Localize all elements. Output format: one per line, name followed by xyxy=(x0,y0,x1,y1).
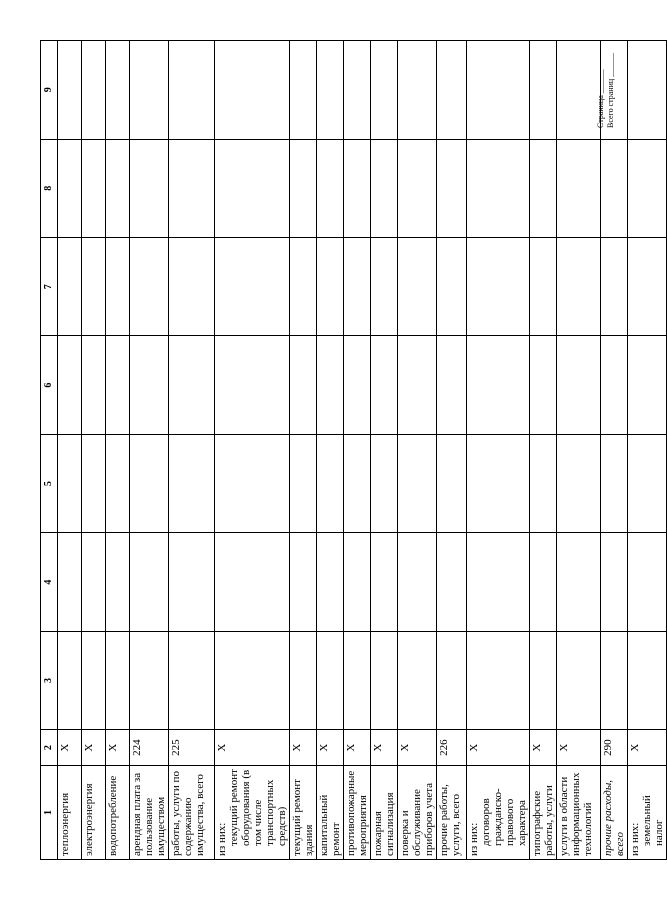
empty-value-cell[interactable] xyxy=(290,237,317,335)
row-label-cell xyxy=(106,766,130,860)
empty-value-cell[interactable] xyxy=(106,41,130,140)
empty-value-cell[interactable] xyxy=(215,336,290,434)
empty-value-cell[interactable] xyxy=(628,41,667,140)
empty-value-cell[interactable] xyxy=(530,237,557,335)
table-row xyxy=(530,41,557,860)
empty-value-cell[interactable] xyxy=(398,631,437,729)
empty-value-cell[interactable] xyxy=(557,237,601,335)
empty-value-cell[interactable] xyxy=(82,139,106,237)
table-row xyxy=(437,41,467,860)
empty-value-cell[interactable] xyxy=(130,631,169,729)
empty-value-cell[interactable] xyxy=(628,237,667,335)
empty-value-cell[interactable] xyxy=(437,336,467,434)
row-code-cell: X xyxy=(344,730,371,766)
empty-value-cell[interactable] xyxy=(82,336,106,434)
empty-value-cell[interactable] xyxy=(467,631,530,729)
empty-value-cell[interactable] xyxy=(371,336,398,434)
row-label-cell xyxy=(530,766,557,860)
empty-value-cell[interactable] xyxy=(628,139,667,237)
empty-value-cell[interactable] xyxy=(467,237,530,335)
table-row xyxy=(398,41,437,860)
table-row xyxy=(106,41,130,860)
empty-value-cell[interactable] xyxy=(601,533,628,631)
empty-value-cell[interactable] xyxy=(601,139,628,237)
empty-value-cell[interactable] xyxy=(437,434,467,532)
empty-value-cell[interactable] xyxy=(467,533,530,631)
row-label-text: поверка и обслуживание приборов учета xyxy=(399,782,435,856)
row-label-cell xyxy=(290,766,317,860)
row-label-text: электроэнергия xyxy=(83,783,95,856)
empty-value-cell[interactable] xyxy=(58,533,82,631)
empty-value-cell[interactable] xyxy=(169,336,215,434)
empty-value-cell[interactable] xyxy=(82,434,106,532)
header-cell: 8 xyxy=(41,139,58,237)
empty-value-cell[interactable] xyxy=(290,434,317,532)
empty-value-cell[interactable] xyxy=(344,237,371,335)
row-label-text: земельный налог xyxy=(641,795,665,846)
empty-value-cell[interactable] xyxy=(169,237,215,335)
row-label-cell xyxy=(82,766,106,860)
row-label-cell xyxy=(344,766,371,860)
row-code-cell: X xyxy=(82,730,106,766)
empty-value-cell[interactable] xyxy=(398,139,437,237)
row-code-cell: X xyxy=(628,730,667,766)
empty-value-cell[interactable] xyxy=(215,434,290,532)
empty-value-cell[interactable] xyxy=(317,434,344,532)
empty-value-cell[interactable] xyxy=(530,533,557,631)
header-cell: 3 xyxy=(41,631,58,729)
table-row xyxy=(290,41,317,860)
empty-value-cell[interactable] xyxy=(106,533,130,631)
empty-value-cell[interactable] xyxy=(106,139,130,237)
row-code-cell: X xyxy=(467,730,530,766)
empty-value-cell[interactable] xyxy=(130,336,169,434)
empty-value-cell[interactable] xyxy=(344,533,371,631)
empty-value-cell[interactable] xyxy=(557,139,601,237)
empty-value-cell[interactable] xyxy=(530,631,557,729)
empty-value-cell[interactable] xyxy=(371,41,398,140)
row-label-text: типографские работы, услуги xyxy=(531,785,555,856)
empty-value-cell[interactable] xyxy=(398,237,437,335)
empty-value-cell[interactable] xyxy=(371,631,398,729)
empty-value-cell[interactable] xyxy=(130,139,169,237)
empty-value-cell[interactable] xyxy=(467,434,530,532)
empty-value-cell[interactable] xyxy=(290,533,317,631)
empty-value-cell[interactable] xyxy=(290,336,317,434)
empty-value-cell[interactable] xyxy=(530,336,557,434)
row-code-cell: X xyxy=(317,730,344,766)
header-cell: 9 xyxy=(41,41,58,140)
table-row xyxy=(601,41,628,860)
empty-value-cell[interactable] xyxy=(317,41,344,140)
row-code-cell: X xyxy=(530,730,557,766)
empty-value-cell[interactable] xyxy=(169,41,215,140)
row-label-cell xyxy=(169,766,215,860)
empty-value-cell[interactable] xyxy=(398,336,437,434)
row-code-cell: X xyxy=(58,730,82,766)
header-cell: 4 xyxy=(41,533,58,631)
empty-value-cell[interactable] xyxy=(437,631,467,729)
total-pages-label: Всего страниц ______ xyxy=(606,52,615,128)
empty-value-cell[interactable] xyxy=(557,336,601,434)
empty-value-cell[interactable] xyxy=(557,434,601,532)
row-label-text: противопожарные мероприятия xyxy=(345,770,369,856)
empty-value-cell[interactable] xyxy=(344,336,371,434)
empty-value-cell[interactable] xyxy=(215,237,290,335)
row-label-prefix: из них: xyxy=(629,822,641,856)
row-label-text: договоров гражданско-правового характера xyxy=(480,788,528,846)
empty-value-cell[interactable] xyxy=(557,41,601,140)
empty-value-cell[interactable] xyxy=(169,631,215,729)
table-row xyxy=(557,41,601,860)
page-number-label: Страница ______ xyxy=(596,69,605,128)
row-label-text: пожарная сигнализация xyxy=(372,792,396,856)
empty-value-cell[interactable] xyxy=(628,336,667,434)
empty-value-cell[interactable] xyxy=(290,631,317,729)
row-code-cell: 226 xyxy=(437,730,467,766)
empty-value-cell[interactable] xyxy=(82,533,106,631)
empty-value-cell[interactable] xyxy=(317,336,344,434)
empty-value-cell[interactable] xyxy=(344,41,371,140)
empty-value-cell[interactable] xyxy=(467,139,530,237)
empty-value-cell[interactable] xyxy=(628,631,667,729)
empty-value-cell[interactable] xyxy=(215,631,290,729)
row-label-cell xyxy=(628,766,667,860)
row-label-cell xyxy=(601,766,628,860)
empty-value-cell[interactable] xyxy=(317,631,344,729)
row-label-cell xyxy=(557,766,601,860)
empty-value-cell[interactable] xyxy=(169,139,215,237)
row-code-cell: X xyxy=(290,730,317,766)
empty-value-cell[interactable] xyxy=(437,41,467,140)
row-code-cell: 224 xyxy=(130,730,169,766)
empty-value-cell[interactable] xyxy=(344,434,371,532)
expense-table xyxy=(40,40,667,860)
empty-value-cell[interactable] xyxy=(130,41,169,140)
empty-value-cell[interactable] xyxy=(130,434,169,532)
empty-value-cell[interactable] xyxy=(601,631,628,729)
empty-value-cell[interactable] xyxy=(344,631,371,729)
row-label-cell xyxy=(467,766,530,860)
row-label-text: текущий ремонт здания xyxy=(291,779,315,856)
table-row xyxy=(169,41,215,860)
empty-value-cell[interactable] xyxy=(371,139,398,237)
empty-value-cell[interactable] xyxy=(398,434,437,532)
empty-value-cell[interactable] xyxy=(317,237,344,335)
empty-value-cell[interactable] xyxy=(58,631,82,729)
empty-value-cell[interactable] xyxy=(317,533,344,631)
empty-value-cell[interactable] xyxy=(371,237,398,335)
empty-value-cell[interactable] xyxy=(58,41,82,140)
empty-value-cell[interactable] xyxy=(215,139,290,237)
row-label-prefix: из них: xyxy=(216,822,228,856)
empty-value-cell[interactable] xyxy=(58,434,82,532)
row-code-cell: X xyxy=(398,730,437,766)
row-label-prefix: из них: xyxy=(468,822,480,856)
empty-value-cell[interactable] xyxy=(601,434,628,532)
header-cell: 7 xyxy=(41,237,58,335)
row-code-cell: X xyxy=(557,730,601,766)
row-label-text: теплоэнергия xyxy=(59,792,71,856)
empty-value-cell[interactable] xyxy=(371,533,398,631)
empty-value-cell[interactable] xyxy=(628,533,667,631)
empty-value-cell[interactable] xyxy=(106,631,130,729)
empty-value-cell[interactable] xyxy=(398,533,437,631)
header-cell: 1 xyxy=(41,766,58,860)
empty-value-cell[interactable] xyxy=(106,336,130,434)
row-code-cell: 290 xyxy=(601,730,628,766)
empty-value-cell[interactable] xyxy=(82,41,106,140)
empty-value-cell[interactable] xyxy=(601,237,628,335)
row-label-cell xyxy=(437,766,467,860)
empty-value-cell[interactable] xyxy=(58,336,82,434)
empty-value-cell[interactable] xyxy=(437,139,467,237)
empty-value-cell[interactable] xyxy=(290,41,317,140)
row-label-cell xyxy=(371,766,398,860)
empty-value-cell[interactable] xyxy=(628,434,667,532)
row-code-cell: X xyxy=(371,730,398,766)
empty-value-cell[interactable] xyxy=(530,41,557,140)
empty-value-cell[interactable] xyxy=(215,533,290,631)
row-code-cell: X xyxy=(215,730,290,766)
empty-value-cell[interactable] xyxy=(106,237,130,335)
empty-value-cell[interactable] xyxy=(467,41,530,140)
empty-value-cell[interactable] xyxy=(467,336,530,434)
row-label-text: капитальный ремонт xyxy=(318,794,342,856)
row-label-text: услуги в области информационных технологий xyxy=(558,772,594,856)
empty-value-cell[interactable] xyxy=(601,336,628,434)
table-row xyxy=(344,41,371,860)
empty-value-cell[interactable] xyxy=(215,41,290,140)
empty-value-cell[interactable] xyxy=(130,237,169,335)
empty-value-cell[interactable] xyxy=(58,237,82,335)
row-code-cell: X xyxy=(106,730,130,766)
table-body xyxy=(41,41,667,860)
table-row xyxy=(628,41,667,860)
empty-value-cell[interactable] xyxy=(557,533,601,631)
empty-value-cell[interactable] xyxy=(169,434,215,532)
empty-value-cell[interactable] xyxy=(82,237,106,335)
empty-value-cell[interactable] xyxy=(601,41,628,140)
empty-value-cell[interactable] xyxy=(437,237,467,335)
header-row xyxy=(41,41,58,860)
row-label-text: прочие работы, услуги, всего xyxy=(438,784,462,856)
empty-value-cell[interactable] xyxy=(530,139,557,237)
row-label-text: текущий ремонт оборудования (в том числе транспортных средств) xyxy=(228,769,288,846)
row-label-text: арендная плата за пользование имуществом xyxy=(131,772,167,856)
empty-value-cell[interactable] xyxy=(169,533,215,631)
table-row xyxy=(215,41,290,860)
header-cell: 2 xyxy=(41,730,58,766)
header-cell: 5 xyxy=(41,434,58,532)
empty-value-cell[interactable] xyxy=(130,533,169,631)
row-label-text: работы, услуги по содержанию имущества, всего xyxy=(170,771,206,856)
row-label-text: прочие расходы, всего xyxy=(602,779,626,856)
row-label-cell xyxy=(58,766,82,860)
empty-value-cell[interactable] xyxy=(371,434,398,532)
row-label-cell xyxy=(398,766,437,860)
table-row xyxy=(371,41,398,860)
empty-value-cell[interactable] xyxy=(437,533,467,631)
empty-value-cell[interactable] xyxy=(106,434,130,532)
row-label-cell xyxy=(215,766,290,860)
empty-value-cell[interactable] xyxy=(557,631,601,729)
row-label-text: водопотребление xyxy=(107,775,119,856)
empty-value-cell[interactable] xyxy=(398,41,437,140)
empty-value-cell[interactable] xyxy=(530,434,557,532)
empty-value-cell[interactable] xyxy=(82,631,106,729)
row-code-cell: 225 xyxy=(169,730,215,766)
table-row xyxy=(58,41,82,860)
row-label-cell xyxy=(130,766,169,860)
empty-value-cell[interactable] xyxy=(58,139,82,237)
table-row xyxy=(82,41,106,860)
header-cell: 6 xyxy=(41,336,58,434)
table-row xyxy=(467,41,530,860)
empty-value-cell[interactable] xyxy=(344,139,371,237)
empty-value-cell[interactable] xyxy=(317,139,344,237)
row-label-cell xyxy=(317,766,344,860)
empty-value-cell[interactable] xyxy=(290,139,317,237)
table-row xyxy=(317,41,344,860)
table-row xyxy=(130,41,169,860)
